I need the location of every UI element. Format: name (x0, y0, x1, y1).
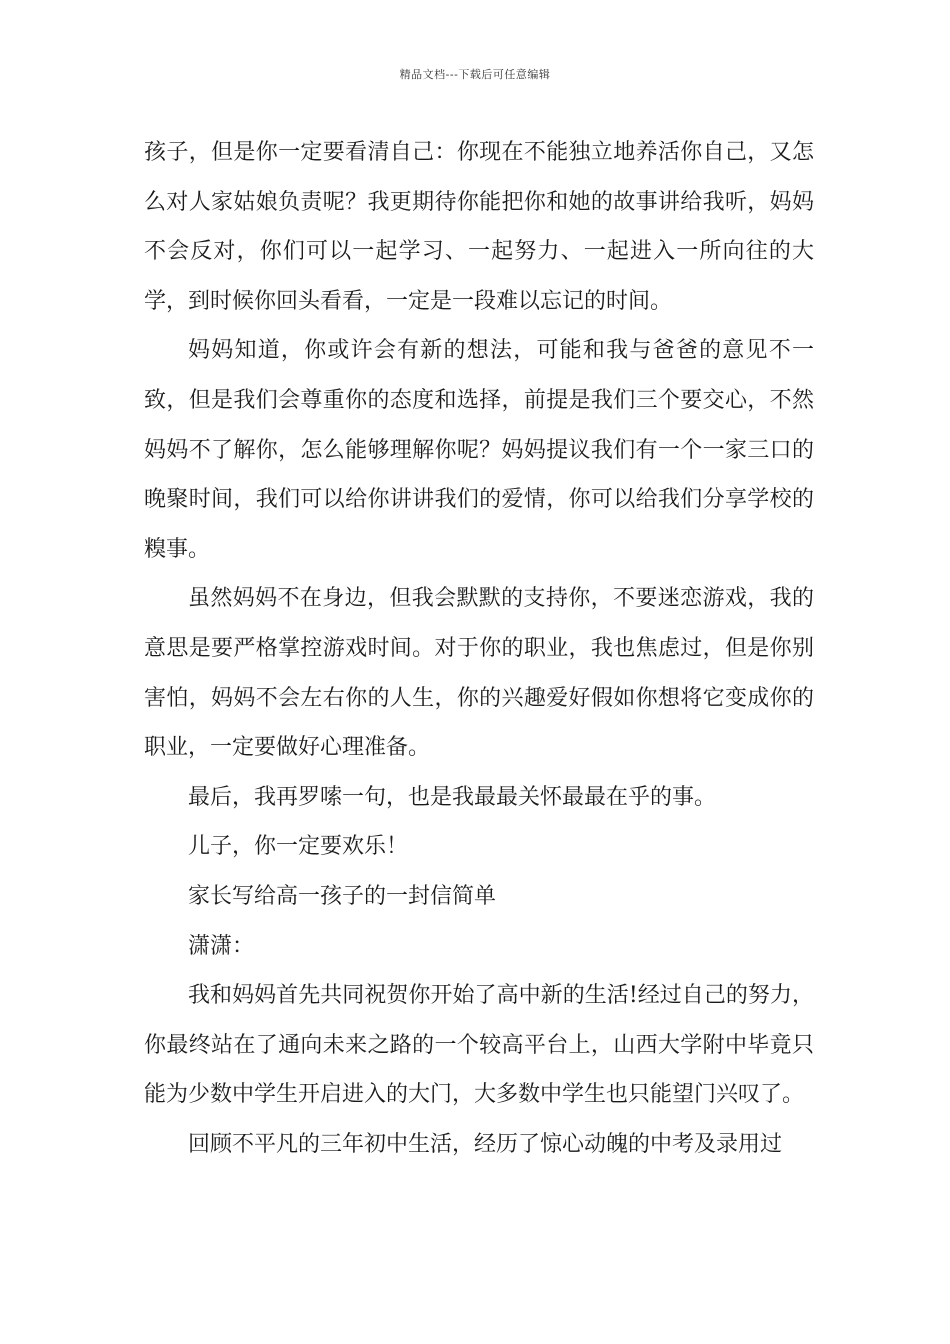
section-title: 家长写给高一孩子的一封信简单 (188, 883, 497, 909)
paragraph-4: 最后，我再罗嗦一句，也是我最最关怀最最在乎的事。 (188, 784, 717, 810)
page-header: 精品文档---下载后可任意编辑 (399, 68, 551, 81)
document-body (144, 128, 814, 1169)
paragraph-6: 我和妈妈首先共同祝贺你开始了高中新的生活!经过自己的努力，你最终站在了通向未来之路的一个较高平台上，山西大学附中毕竟只能为少数中学生开启进入的大门，大多数中学生也只能望门兴叹了。 (144, 983, 814, 1108)
paragraph-7: 回顾不平凡的三年初中生活，经历了惊心动魄的中考及录用过 (188, 1131, 783, 1157)
paragraph-3: 虽然妈妈不在身边，但我会默默的支持你，不要迷恋游戏，我的意思是要严格掌控游戏时间。对于你的职业，我也焦虑过，但是你别害怕，妈妈不会左右你的人生，你的兴趣爱好假如你想将它变成你的职业，一定要做好心理准备。 (144, 586, 814, 761)
paragraph-1: 孩子，但是你一定要看清自己：你现在不能独立地养活你自己，又怎么对人家姑娘负责呢？我更期待你能把你和她的故事讲给我听，妈妈不会反对，你们可以一起学习、一起努力、一起进入一所向往的大学，到时候你回头看看，一定是一段难以忘记的时间。 (144, 140, 814, 314)
salutation: 潇潇： (188, 933, 255, 959)
paragraph-2: 妈妈知道，你或许会有新的想法，可能和我与爸爸的意见不一致，但是我们会尊重你的态度和选择，前提是我们三个要交心，不然妈妈不了解你，怎么能够理解你呢？妈妈提议我们有一个一家三口的晚聚时间，我们可以给你讲讲我们的爱情，你可以给我们分享学校的糗事。 (144, 338, 814, 562)
paragraph-5: 儿子，你一定要欢乐！ (188, 834, 409, 860)
